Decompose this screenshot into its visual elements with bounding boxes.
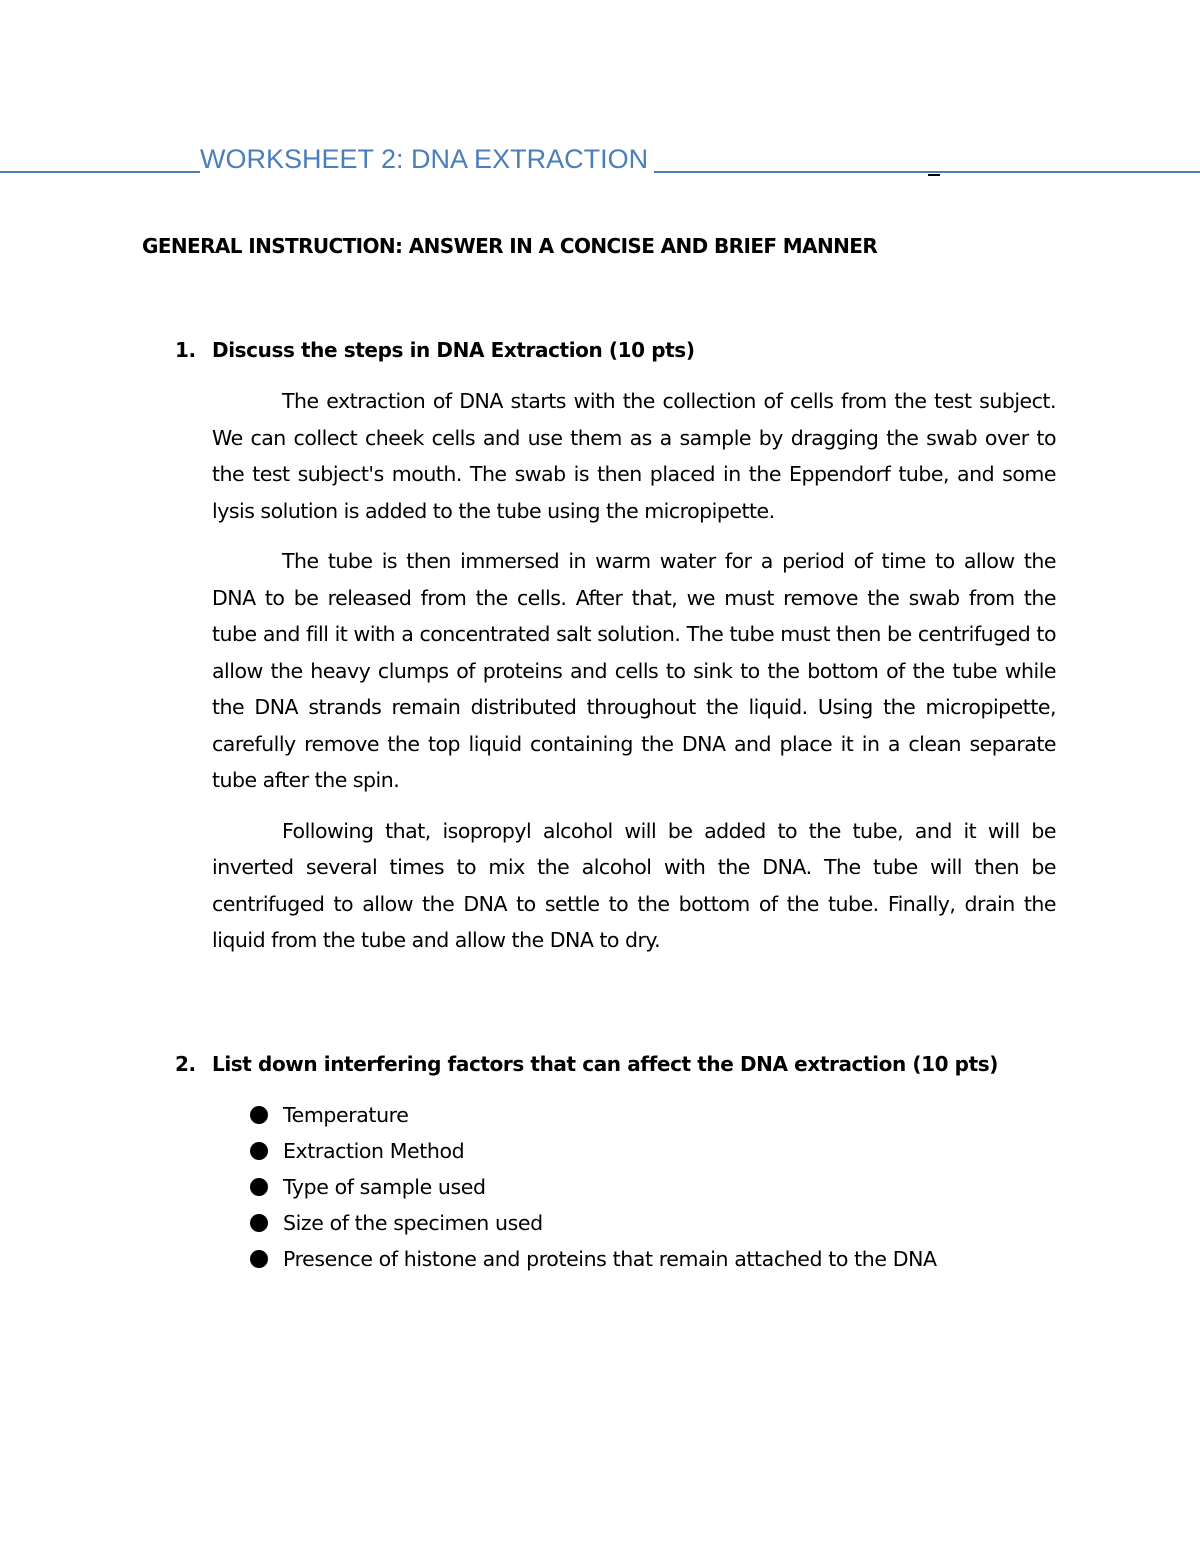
bullet-icon (250, 1142, 268, 1160)
question-2-answer-list (248, 1097, 937, 1277)
question-2-text: List down interfering factors that can affect the DNA extraction (10 pts) (212, 1052, 999, 1076)
list-item (248, 1133, 937, 1169)
bullet-icon (250, 1178, 268, 1196)
list-item-text: Presence of histone and proteins that remain attached to the DNA (283, 1247, 937, 1271)
general-instruction: GENERAL INSTRUCTION: ANSWER IN A CONCISE AND BRIEF MANNER (142, 234, 878, 258)
worksheet-title: WORKSHEET 2: DNA EXTRACTION (200, 142, 654, 176)
list-item-text: Extraction Method (283, 1139, 465, 1163)
answer-paragraph: The tube is then immersed in warm water for a period of time to allow the DNA to be released from the cells. After that, we must remove the swab from the tube and fill it with a concentrated salt solution. The tube must then be centrifuged to allow the heavy clumps of proteins and cells to sink to the bottom of the tube while the DNA strands remain distributed throughout the liquid. Using the micropipette, carefully remove the top liquid containing the DNA and place it in a clean separate tube after the spin. (212, 549, 1056, 792)
list-item-text: Size of the specimen used (283, 1211, 543, 1235)
question-2-number: 2. (175, 1052, 196, 1076)
list-item-text: Type of sample used (283, 1175, 486, 1199)
answer-paragraph: Following that, isopropyl alcohol will be added to the tube, and it will be inverted several times to mix the alcohol with the DNA. The tube will then be centrifuged to allow the DNA to settle to the bottom of the tube. Finally, drain the liquid from the tube and allow the DNA to dry. (212, 818, 1056, 952)
list-item (248, 1241, 937, 1277)
question-1-answer (212, 383, 1056, 973)
question-1-text: Discuss the steps in DNA Extraction (10 pts) (212, 338, 695, 362)
question-1-number: 1. (175, 338, 196, 362)
list-item (248, 1097, 937, 1133)
list-item (248, 1169, 937, 1205)
question-1-heading (175, 336, 695, 364)
question-2-heading (175, 1050, 998, 1078)
list-item (248, 1205, 937, 1241)
answer-paragraph: The extraction of DNA starts with the collection of cells from the test subject. We can collect cheek cells and use them as a sample by dragging the swab over to the test subject's mouth. The swab is then placed in the Eppendorf tube, and some lysis solution is added to the tube using the micropipette. (212, 389, 1056, 523)
list-item-text: Temperature (283, 1103, 409, 1127)
bullet-icon (250, 1106, 268, 1124)
bullet-icon (250, 1250, 268, 1268)
bullet-icon (250, 1214, 268, 1232)
title-trailing-mark (928, 174, 940, 176)
